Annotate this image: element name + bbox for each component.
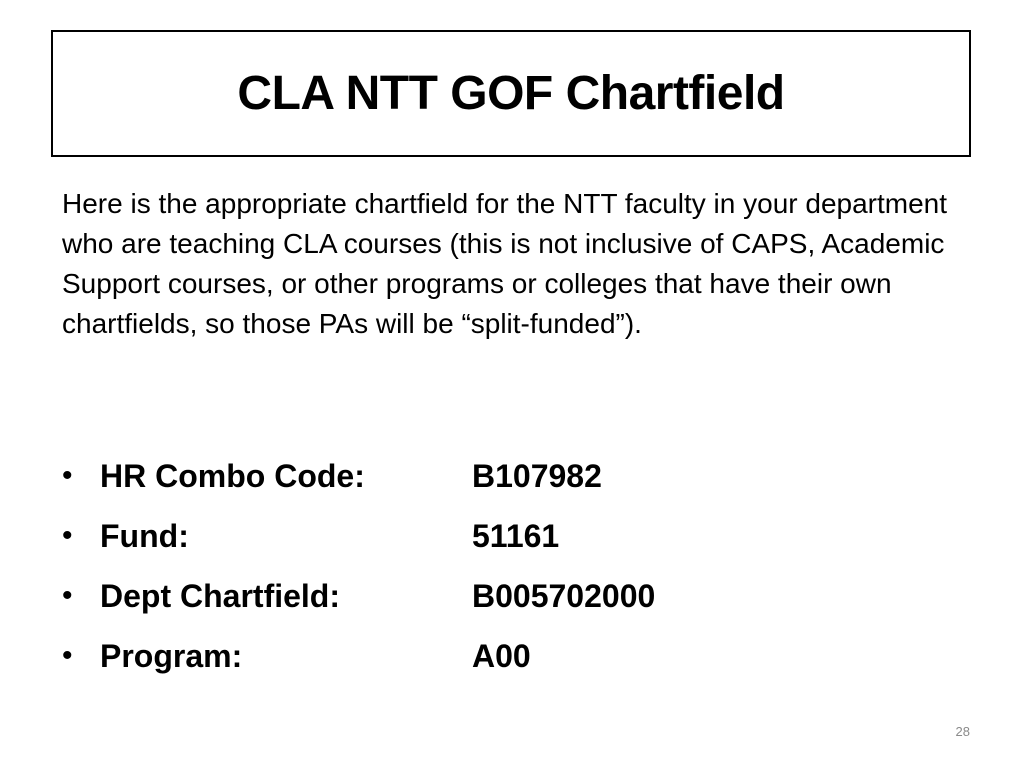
- field-value: 51161: [472, 517, 560, 554]
- field-label: Fund:: [100, 517, 189, 554]
- chartfield-list: [62, 446, 962, 686]
- field-label: Program:: [100, 637, 243, 674]
- list-item-hr-combo-code: [62, 446, 962, 506]
- intro-paragraph: Here is the appropriate chartfield for the NTT faculty in your department who are teaching CLA courses (this is not inclusive of CAPS, Academic Support courses, or other programs or colleges that have their own chartfields, so those PAs will be “split-funded”).: [62, 188, 948, 339]
- field-value: B107982: [472, 457, 602, 494]
- field-value: B005702000: [472, 577, 656, 614]
- slide-title: CLA NTT GOF Chartfield: [237, 66, 785, 120]
- list-item-program: [62, 626, 962, 686]
- field-label: Dept Chartfield:: [100, 577, 340, 614]
- list-item-fund: [62, 506, 962, 566]
- bullet-icon: •: [62, 459, 73, 492]
- title-box: [51, 30, 971, 157]
- field-value: A00: [472, 637, 531, 674]
- list-item-dept-chartfield: [62, 566, 962, 626]
- bullet-icon: •: [62, 639, 73, 672]
- page-number: 28: [955, 724, 970, 739]
- field-label: HR Combo Code:: [100, 457, 365, 494]
- bullet-icon: •: [62, 579, 73, 612]
- bullet-icon: •: [62, 519, 73, 552]
